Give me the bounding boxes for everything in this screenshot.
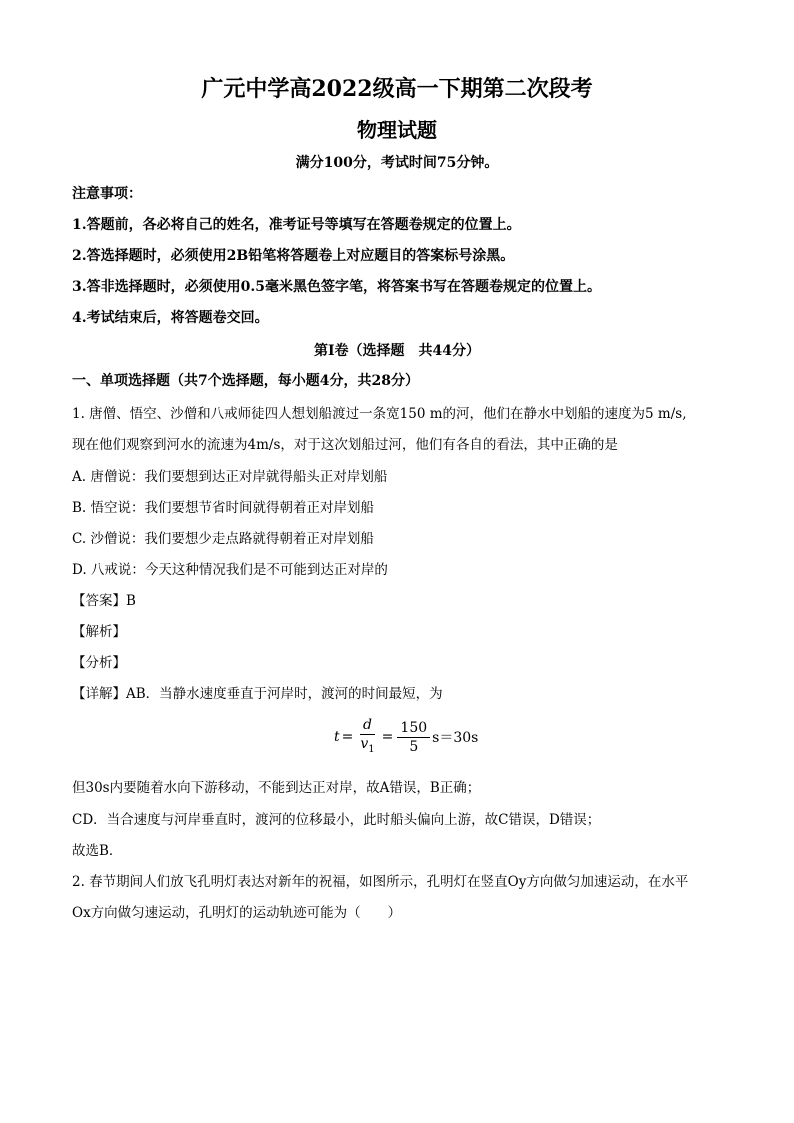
solution-line-2: CD．当合速度与河岸垂直时，渡河的位移最小，此时船头偏向上游，故C错误，D错误；	[72, 812, 601, 828]
note-item: 2.答选择题时，必须使用2B铅笔将答题卷上对应题目的答案标号涂黑。	[72, 248, 515, 264]
question-2-stem-cont: Ox方向做匀速运动，孔明灯的运动轨迹可能为（ ）	[72, 905, 402, 921]
formula-equals: =	[341, 729, 354, 746]
notes-heading: 注意事项：	[72, 186, 142, 202]
option-d: D. 八戒说：今天这种情况我们是不可能到达正对岸的	[72, 562, 388, 578]
exam-info: 满分100分，考试时间75分钟。	[295, 155, 499, 171]
formula-numerator-150: 150	[397, 719, 430, 738]
subject-title: 物理试题	[357, 118, 437, 142]
solution-line-1: 但30s内要随着水向下游移动，不能到达正对岸，故A错误，B正确；	[72, 780, 481, 796]
question-1-stem-cont: 现在他们观察到河水的流速为4m/s，对于这次划船过河，他们有各自的看法，其中正确的是	[72, 437, 618, 453]
note-item: 1.答题前，各必将自己的姓名，准考证号等填写在答题卷规定的位置上。	[72, 217, 521, 233]
volume-heading: 第I卷（选择题 共44分）	[313, 343, 481, 359]
exam-title: 广元中学高2022级高一下期第二次段考	[201, 76, 593, 102]
note-item: 4.考试结束后，将答题卷交回。	[72, 310, 269, 326]
formula-numerator-d: d	[360, 716, 375, 735]
question-2-stem: 2. 春节期间人们放飞孔明灯表达对新年的祝福，如图所示，孔明灯在竖直Oy方向做匀加速运动，在水平	[72, 874, 689, 890]
fenxi-label: 【分析】	[72, 655, 126, 671]
formula-sub-1: 1	[368, 743, 375, 755]
formula-v: v	[360, 736, 369, 752]
analysis-label: 【解析】	[72, 624, 126, 640]
formula-result: s＝30s	[432, 730, 479, 747]
formula-denominator-5: 5	[409, 738, 419, 755]
question-1-stem: 1. 唐僧、悟空、沙僧和八戒师徒四人想划船渡过一条宽150 m的河，他们在静水中划船的速度为5 m/s,	[72, 406, 687, 422]
answer-label: 【答案】B	[72, 593, 136, 609]
formula-fraction-150-5	[397, 719, 430, 756]
detail-text: 【详解】AB．当静水速度垂直于河岸时，渡河的时间最短，为	[72, 686, 443, 702]
formula-denominator-v1	[357, 735, 377, 759]
option-a: A. 唐僧说：我们要想到达正对岸就得船头正对岸划船	[72, 469, 388, 485]
option-b: B. 悟空说：我们要想节省时间就得朝着正对岸划船	[72, 500, 375, 516]
time-formula	[334, 716, 478, 759]
formula-lhs: t	[334, 729, 340, 746]
formula-equals-2: =	[381, 729, 394, 746]
part-heading: 一、单项选择题（共7个选择题，每小题4分，共28分）	[72, 373, 419, 389]
solution-conclusion: 故选B．	[72, 843, 123, 859]
option-c: C. 沙僧说：我们要想少走点路就得朝着正对岸划船	[72, 531, 374, 547]
formula-fraction-d-v1	[357, 716, 377, 759]
note-item: 3.答非选择题时，必须使用0.5毫米黑色签字笔，将答案书写在答题卷规定的位置上。	[72, 279, 601, 295]
